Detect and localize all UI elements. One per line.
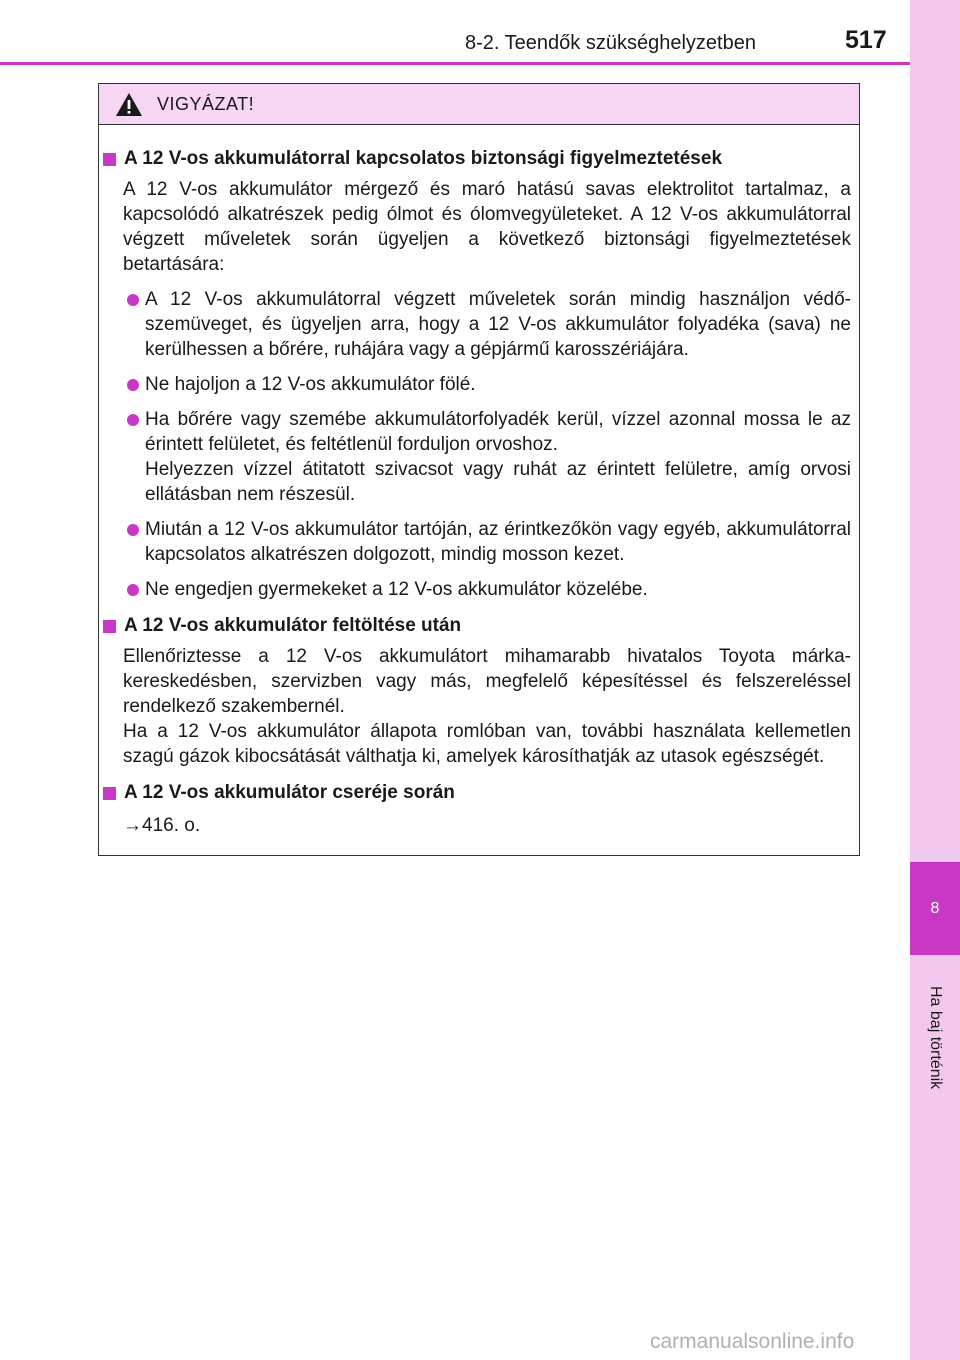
round-bullet-icon: [127, 414, 139, 426]
list-item-text-group: [145, 407, 851, 507]
warning-header: [99, 84, 859, 125]
section-heading-text: A 12 V-os akkumulátor feltöltése után: [124, 615, 462, 636]
chapter-label-tab: [913, 968, 957, 1108]
page-number: 517: [845, 26, 887, 54]
list-item: [127, 407, 851, 507]
warning-title: VIGYÁZAT!: [157, 93, 255, 114]
section-paragraph: Ha a 12 V-os akkumulátor állapota romlóban van, további használata kellemetlen szagú gázok kibocsátását válthatja ki, amelyek károsíthatják az utasok egészségét.: [123, 721, 851, 767]
section-paragraph: A 12 V-os akkumulátor mérgező és maró hatású savas elektrolitot tartalmaz, a kapcsolódó alkatrészek pedig ólmot és ólomvegyületeket. A 12 V-os akkumulátorral végzett műveletek során ügyeljen a következő biztonsági figyelmeztetések betartására:: [123, 179, 851, 275]
header-divider: [0, 62, 910, 65]
square-bullet-icon: [103, 620, 116, 633]
warning-triangle-icon: [115, 92, 143, 117]
square-bullet-icon: [103, 153, 116, 166]
list-item: [127, 287, 851, 362]
warning-content: [99, 125, 859, 839]
chapter-number: 8: [930, 899, 940, 917]
list-item: [127, 577, 851, 602]
list-item-text: A 12 V-os akkumulátorral végzett műveletek során mindig használjon védőszemüveget, és ügyeljen arra, hogy a 12 V-os akkumulátor folyadéka (sava) ne kerülhessen a bőrére, ruhájára vagy a gépjármű karosszériájára.: [145, 289, 851, 360]
round-bullet-icon: [127, 524, 139, 536]
page-reference-link[interactable]: →416. o.: [123, 815, 201, 836]
section-heading: [103, 145, 851, 173]
list-item-text-extra: Helyezzen vízzel átitatott szivacsot vagy ruhát az érintett felületre, amíg orvosi ellátásban nem részesül.: [145, 459, 851, 505]
section-replacement: [103, 779, 851, 839]
list-item: [127, 517, 851, 567]
section-heading-text: A 12 V-os akkumulátor cseréje során: [124, 782, 455, 803]
section-heading: [103, 779, 851, 807]
list-item-text: Ne engedjen gyermekeket a 12 V-os akkumulátor közelébe.: [145, 579, 648, 600]
watermark: carmanualsonline.info: [650, 1330, 855, 1353]
list-item-text: Miután a 12 V-os akkumulátor tartóján, az érintkezőkön vagy egyéb, akkumulátorral kapcsolatos alkatrészen dolgozott, mindig mosson kezet.: [145, 519, 851, 565]
list-item-text: Ne hajoljon a 12 V-os akkumulátor fölé.: [145, 374, 476, 395]
section-after-charging: [103, 612, 851, 769]
chapter-label: Ha baj történik: [927, 986, 944, 1090]
list-item: [127, 372, 851, 397]
section-safety: [103, 145, 851, 602]
round-bullet-icon: [127, 294, 139, 306]
round-bullet-icon: [127, 379, 139, 391]
chapter-number-tab[interactable]: [910, 862, 960, 955]
chapter-side-tab: [910, 0, 960, 1360]
section-heading: [103, 612, 851, 640]
list-item-text: Ha bőrére vagy szemébe akkumulátorfolyadék kerül, vízzel azonnal mossa le az érintett felületet, és feltétlenül forduljon orvoshoz.: [145, 409, 851, 455]
round-bullet-icon: [127, 584, 139, 596]
section-heading-text: A 12 V-os akkumulátorral kapcsolatos biztonsági figyelmeztetések: [124, 148, 723, 169]
section-title: 8-2. Teendők szükséghelyzetben: [465, 32, 756, 54]
warning-box: [98, 83, 860, 856]
section-paragraph: Ellenőriztesse a 12 V-os akkumulátort mihamarabb hivatalos Toyota márkakereskedésben, szervizben vagy más, megfelelő képesítéssel és felszereléssel rendelkező szakembernél.: [123, 646, 851, 717]
square-bullet-icon: [103, 787, 116, 800]
